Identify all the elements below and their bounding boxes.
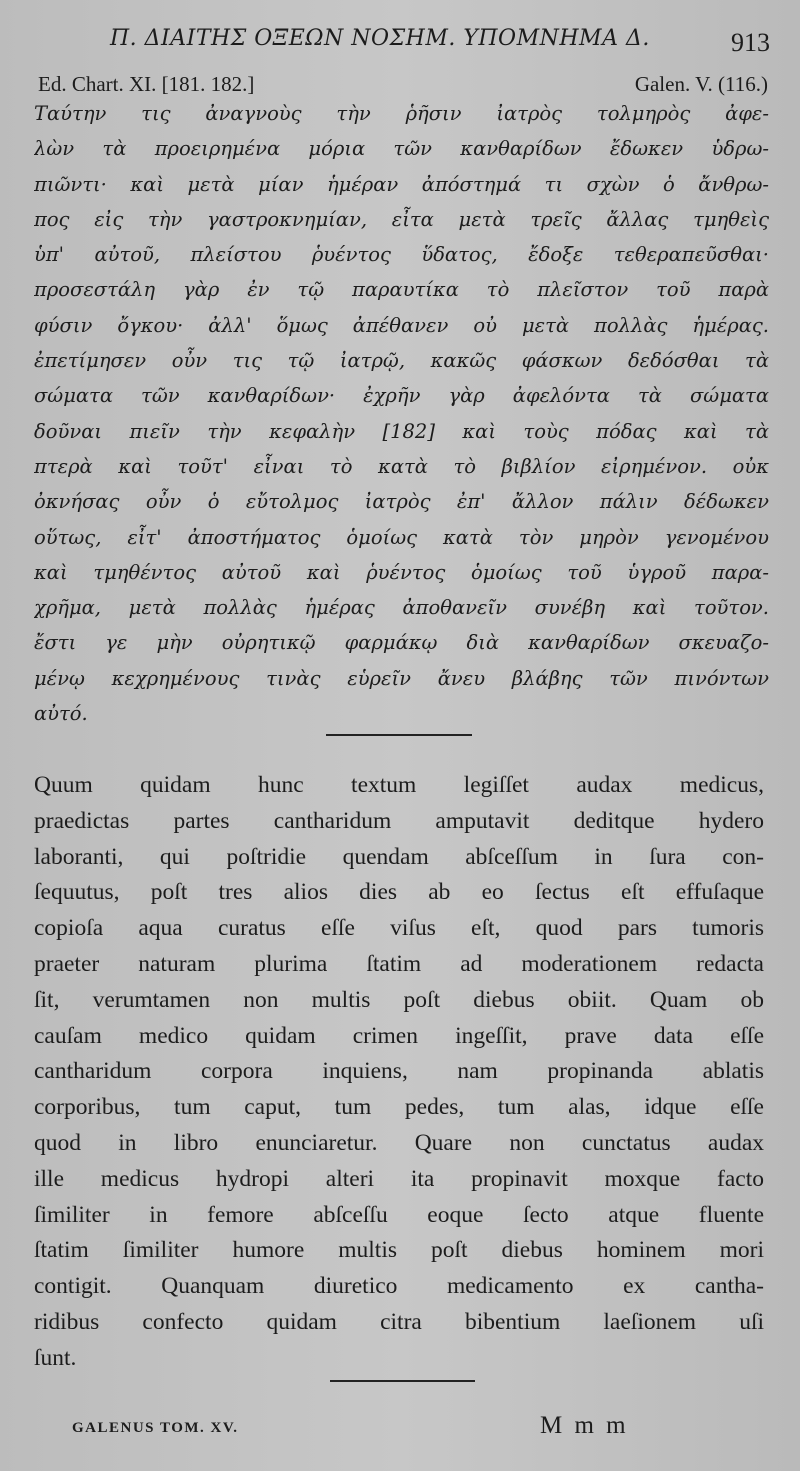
- section-divider-rule: [326, 734, 472, 736]
- greek-text-block: [34, 96, 769, 731]
- greek-text-line: πιῶντι· καὶ μετὰ μίαν ἡμέραν ἀπόστημά τι σχὼν ὁ ἄνθρω-: [34, 172, 769, 196]
- greek-text-line: ὑπ' αὐτοῦ, πλείστου ῥυέντος ὕδατος, ἔδοξε τεθεραπεῦσθαι·: [34, 243, 769, 267]
- greek-text-line: οὕτως, εἶτ' ἀποστήματος ὁμοίως κατὰ τὸν μηρὸν γενομένου: [34, 525, 769, 549]
- greek-text-line: αὐτό.: [34, 702, 88, 726]
- greek-text-line: ἔστι γε μὴν οὐρητικῷ φαρμάκῳ διὰ κανθαρίδων σκευαζο-: [34, 631, 769, 655]
- running-head: Π. ΔΙΑΙΤΗΣ ΟΞΕΩΝ ΝΟΣΗΜ. ΥΠΟΜΝΗΜΑ Δ.: [110, 26, 650, 51]
- latin-text-line: ſtatim ſimiliter humore multis poſt diebus hominem mori: [34, 1237, 764, 1264]
- greek-text-line: πτερὰ καὶ τοῦτ' εἶναι τὸ κατὰ τὸ βιβλίον εἰρημένον. οὐκ: [34, 454, 769, 478]
- page-number: 913: [731, 28, 770, 57]
- latin-text-line: ſit, verumtamen non multis poſt diebus obiit. Quam ob: [34, 986, 764, 1013]
- latin-text-line: ſunt.: [34, 1344, 77, 1371]
- edition-galen-ref: Galen. V. (116.): [634, 72, 768, 96]
- footer-divider-rule: [330, 1380, 475, 1382]
- greek-text-line: σώματα τῶν κανθαρίδων· ἐχρῆν γὰρ ἀφελόντα τὰ σώματα: [34, 384, 769, 408]
- latin-text-line: corporibus, tum caput, tum pedes, tum alas, idque eſſe: [34, 1094, 764, 1121]
- latin-text-line: praeter naturam plurima ſtatim ad moderationem redacta: [34, 950, 764, 977]
- greek-text-line: καὶ τμηθέντος αὐτοῦ καὶ ῥυέντος ὁμοίως τοῦ ὑγροῦ παρα-: [34, 560, 769, 584]
- greek-text-line: Ταύτην τις ἀναγνοὺς τὴν ῥῆσιν ἰατρὸς τολμηρὸς ἀφε-: [34, 102, 769, 125]
- greek-text-line: ἐπετίμησεν οὖν τις τῷ ἰατρῷ, κακῶς φάσκων δεδόσθαι τὰ: [34, 349, 769, 373]
- greek-text-line: χρῆμα, μετὰ πολλὰς ἡμέρας ἀποθανεῖν συνέβη καὶ τοῦτον.: [34, 596, 769, 620]
- latin-text-line: cantharidum corpora inquiens, nam propinanda ablatis: [34, 1058, 764, 1085]
- latin-text-line: copioſa aqua curatus eſſe viſus eſt, quod pars tumoris: [34, 915, 764, 942]
- latin-text-line: ridibus confecto quidam citra bibentium laeſionem uſi: [34, 1308, 764, 1335]
- greek-text-line: λὼν τὰ προειρημένα μόρια τῶν κανθαρίδων ἔδωκεν ὑδρω-: [34, 137, 769, 161]
- latin-text-line: ille medicus hydropi alteri ita propinavit moxque facto: [34, 1165, 764, 1192]
- greek-text-line: δοῦναι πιεῖν τὴν κεφαλὴν [182] καὶ τοὺς πόδας καὶ τὰ: [34, 419, 769, 443]
- latin-text-line: ſequutus, poſt tres alios dies ab eo ſectus eſt effuſaque: [34, 879, 764, 906]
- latin-translation-block: [34, 768, 764, 1377]
- greek-text-line: φύσιν ὄγκου· ἀλλ' ὅμως ἀπέθανεν οὐ μετὰ πολλὰς ἡμέρας.: [34, 313, 769, 337]
- latin-text-line: quod in libro enunciaretur. Quare non cunctatus audax: [34, 1129, 764, 1156]
- greek-text-line: προσεστάλη γὰρ ἐν τῷ παραυτίκα τὸ πλεῖστον τοῦ παρὰ: [34, 278, 769, 302]
- signature-mark: M m m: [540, 1412, 629, 1439]
- greek-text-line: ὀκνήσας οὖν ὁ εὔτολμος ἰατρὸς ἐπ' ἄλλον πάλιν δέδωκεν: [34, 490, 769, 514]
- signature-line: GALENUS TOM. XV.: [72, 1420, 239, 1436]
- latin-text-line: praedictas partes cantharidum amputavit deditque hydero: [34, 807, 764, 834]
- latin-text-line: ſimiliter in femore abſceſſu eoque ſecto atque fluente: [34, 1201, 764, 1228]
- latin-text-line: cauſam medico quidam crimen ingeſſit, prave data eſſe: [34, 1022, 764, 1049]
- latin-text-line: laboranti, qui poſtridie quendam abſceſſum in ſura con-: [34, 843, 764, 870]
- latin-text-line: Quum quidam hunc textum legiſſet audax medicus,: [34, 772, 764, 798]
- edition-chartier-ref: Ed. Chart. XI. [181. 182.]: [38, 72, 255, 96]
- greek-text-line: πος εἰς τὴν γαστροκνημίαν, εἶτα μετὰ τρεῖς ἄλλας τμηθεὶς: [34, 207, 769, 231]
- latin-text-line: contigit. Quanquam diuretico medicamento ex cantha-: [34, 1273, 764, 1300]
- greek-text-line: μένῳ κεχρημένους τινὰς εὑρεῖν ἄνευ βλάβης τῶν πινόντων: [34, 666, 769, 690]
